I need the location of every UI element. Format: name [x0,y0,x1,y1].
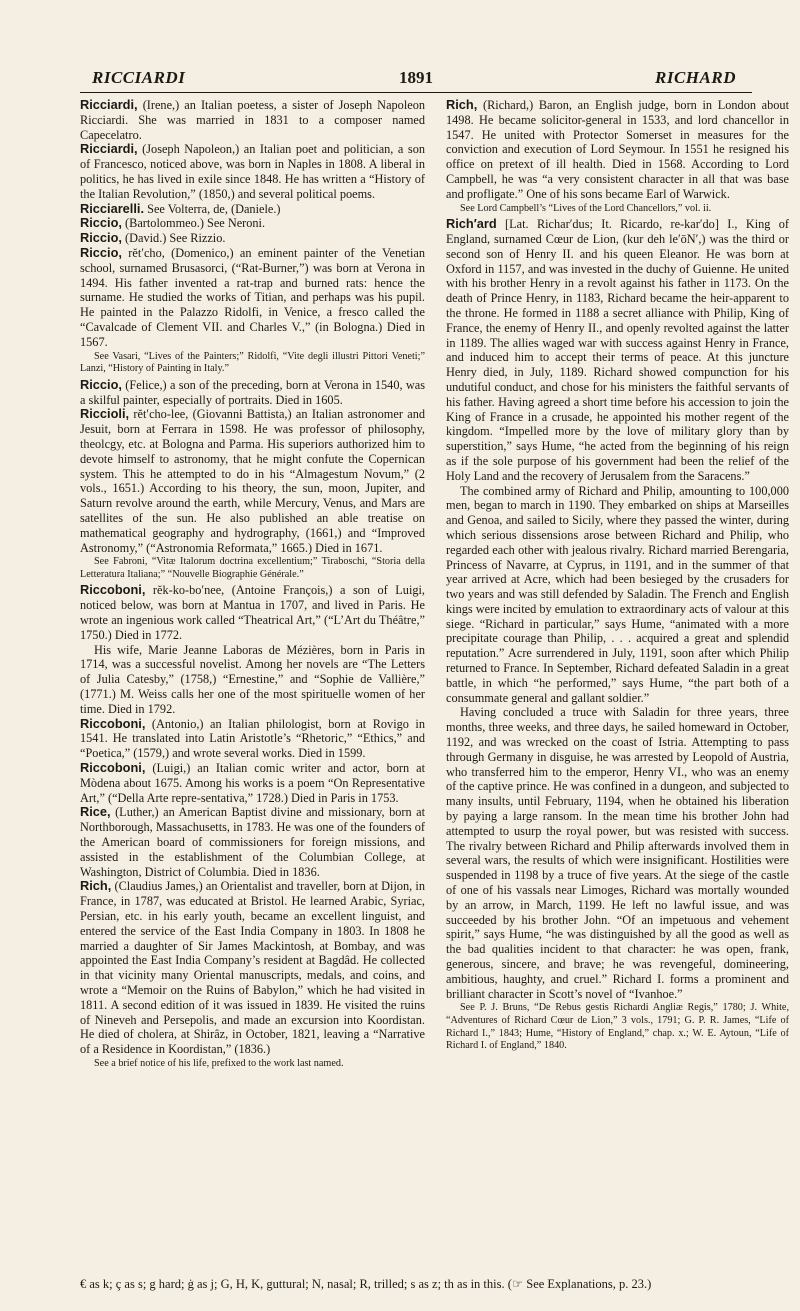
entry-headword: Riccio, [80,376,122,392]
dictionary-entry [80,202,425,217]
reference-note: See a brief notice of his life, prefixed to the work last named. [94,1057,344,1069]
entry-text: rĕt′cho, (Domenico,) an eminent painter of the Venetian school, surnamed Brusasorci, (“Rat-Burner,”) was born at Verona in 1494. His father invented a rat-trap and burned rats: hence the surname. He studied the works of Titian, and perhaps was his pupil. He painted in the Palazzo Ridolfi, in Venice, a fresco called the “Cavalcade of Clement VII. and Charles V.,” (in Bologna.) Died in 1567. [80,245,425,349]
dictionary-entry [80,583,425,642]
page-number: 1891 [399,68,433,87]
dictionary-entry [80,879,425,1057]
entry-text: (Claudius James,) an Orientalist and traveller, born at Dijon, in France, in 1787, was educated at Bristol. He learned Arabic, Syriac, Persian, etc. in his early youth, became an excellent linguist, and entered the service of the East India Company in 1803. In 1808 he married a daughter of Sir James Mackintosh, at Bombay, and was appointed the East India Company’s resident at Bagdâd. He collected in that vicinity many Oriental manuscripts, medals, and coins, and wrote a “Memoir on the Ruins of Babylon,” which he had visited in 1811. A second edition of it was issued in 1839. He visited the ruins of Nineveh and Persepolis, and made an excursion into Koordistan. He died of cholera, at Shirâz, in October, 1821, leaving a “Narrative of a Residence in Koordistan,” (1836.) [80,879,425,1057]
reference-note: See Fabroni, “Vitæ Italorum doctrina excellentium;” Tiraboschi, “Storia della Letteratura Italiana;” “Nouvelle Biographie Générale.” [80,556,425,580]
entry-headword: Rice, [80,804,111,820]
entry-headword: Riccoboni, [80,715,146,731]
entry-headword: Riccio, [80,244,122,260]
continuation-paragraph: His wife, Marie Jeanne Laboras de Mézières, born in Paris in 1714, was a successful novelist. Among her novels are “The Letters of Julia Catesby,” (1758,) “Ernestine,” and “Sophie de Vallière,” (1771.) M. Weiss calls her one of the most spirituelle women of her time. Died in 1792. [80,642,425,716]
entry-headword: Riccoboni, [80,760,146,776]
entry-text: (Joseph Napoleon,) an Italian poet and politician, a son of Francesco, noticed above, was born in Naples in 1808. A liberal in politics, he has lived in exile since 1848. He has written a “History of the Italian Revolution,” (1850,) and several political poems. [80,142,425,201]
entry-headword: Ricciarelli. [80,200,145,216]
entry-text: (Luther,) an American Baptist divine and missionary, born at Northborough, Massachusetts, in 1783. He was one of the founders of the American board of commissioners for foreign missions, and assisted in the establishment of the Columbian College, at Washington, District of Columbia. Died in 1836. [80,805,425,879]
entry-headword: Riccoboni, [80,582,146,598]
entry-headword: Rich, [446,98,478,112]
pronunciation-footer [80,1276,770,1292]
left-column [80,98,425,1270]
pronunciation-key: € as k; ç as s; g hard; ġ as j; G, H, K, guttural; N, nasal; R, trilled; s as z; th as in this. [80,1277,505,1291]
entry-text: rĕt′cho-lee, (Giovanni Battista,) an Italian astronomer and Jesuit, born at Ferrara in 1598. He was professor of philosophy, theolcgy, etc. at Bologna and Parma. His superiors authorized him to devote himself to astronomy, that he might confute the Copernican system. This he attempted to do in his “Almagestum Novum,” (2 vols., 1651.) According to his theory, the sun, moon, Jupiter, and Saturn revolve around the earth, while Mercury, Venus, and Mars are satellites of the sun. He also published an able treatise on mathematical geography and hydrography, (1661,) and “Improved Astronomy,” (“Astronomia Reformata,” 1665.) Died in 1671. [80,407,425,555]
dictionary-entry [80,717,425,761]
dictionary-entry [80,805,425,879]
continuation-paragraph: Having concluded a truce with Saladin for three years, three months, three weeks, and three days, he sailed homeward in October, 1192, and was wrecked on the coast of Istria. Attempting to pass through Germany in disguise, he was arrested by Leopold of Austria, who transferred him to the emperor, Henry VI., who was an enemy of the captive prince. He was confined in a dungeon, and subjected to many insults, until February, 1194, when he obtained his liberation by paying a large ransom. In the mean time his brother John had attempted to usurp the royal power, but was resisted with success. The rivalry between Richard and Philip afterwards involved them in several wars, the results of which were insignificant. Hostilities were suspended in 1198 by a truce of five years. At the siege of the castle of one of his vassals near Limoges, Richard was mortally wounded by an arrow, in March, 1199. He left no lawful issue, and was succeeded by his brother John. “Of an impetuous and vehement spirit,” says Hume, “he was distinguished by all the good as well as the bad qualities incident to that character: he was open, frank, generous, sincere, and brave; he was revengeful, domineering, ambitious, haughty, and cruel.” Richard I. forms a prominent and brilliant character in Scott’s novel of “Ivanhoe.” [446,705,789,1001]
dictionary-entry [80,407,425,555]
right-column [446,98,789,1270]
entry-text: (David.) See Rizzio. [121,231,226,246]
reference-note: See Lord Campbell’s “Lives of the Lord Chancellors,” vol. ii. [460,202,712,214]
dictionary-entry [80,216,425,231]
entry-headword: Ricciardi, [80,98,138,112]
entry-headword: Ricciardi, [80,141,138,157]
entry-headword: Riccioli, [80,406,130,422]
entry-text: (Richard,) Baron, an English judge, born in London about 1498. He became solicitor-general in 1533, and lord chancellor in 1547. He united with Protector Somerset in measures for the conviction and execution of Lord Seymour. In 1551 he resigned his office on pretext of ill health. Died in 1568. According to Lord Campbell, he was “a very consistent character in all that was base and profligate.” One of his sons became Earl of Warwick. [446,98,789,201]
entry-headword: Rich′ard [446,216,497,232]
dictionary-entry [446,217,789,483]
header-right-word: RICHARD [655,68,736,87]
entry-text: rĕk-ko-bo′nee, (Antoine François,) a son of Luigi, noticed below, was born at Mantua in 1707, and lived in Paris. He wrote an ingenious work called “Theatrical Art,” (“L’Art du Théâtre,” 1750.) Died in 1772. [80,583,425,642]
header-left-word: RICCIARDI [92,68,186,87]
reference-note: See P. J. Bruns, “De Rebus gestis Richardi Angliæ Regis,” 1780; J. White, “Adventures of Richard Cœur de Lion,” 3 vols., 1791; G. P. R. James, “Life of Richard I.,” 1843; Hume, “History of England,” chap. x.; W. E. Aytoun, “Life of Richard I. of England,” 1840. [446,1002,789,1052]
reference-note: See Vasari, “Lives of the Painters;” Ridolfi, “Vite degli illustri Pittori Veneti;” Lanzi, “History of Painting in Italy.” [80,350,425,375]
continuation-paragraph: The combined army of Richard and Philip, amounting to 100,000 men, began to march in 1190. They embarked on ships at Marseilles and Genoa, and sailed to Sicily, where they passed the winter, during which serious dissensions arose between Richard and Philip, who regarded each other with jealous rivalry. Richard married Berengaria, Princess of Navarre, at Cyprus, in 1191, and in the summer of that year arrived at Acre, which had been besieged by the crusaders for two years and was still defended by Saladin. The French and English kings were incited by emulation to extraordinary acts of valour at this siege. “Richard in particular,” says Hume, “animated with a more precipitate courage than Philip, . . . acquired a great and splendid reputation.” Acre surrendered in July, 1191, soon after which Philip returned to France. In September, Richard defeated Saladin in a great battle, in which “he performed,” says Hume, “the part both of a consummate general and gallant soldier.” [446,483,789,705]
entry-headword: Rich, [80,878,112,894]
dictionary-entry [80,761,425,805]
dictionary-entry [80,246,425,350]
running-header [80,68,752,93]
dictionary-entry [80,231,425,246]
dictionary-entry [446,98,789,202]
entry-text: (Irene,) an Italian poetess, a sister of Joseph Napoleon Ricciardi. She was married in 1831 to a composer named Capecelatro. [80,98,425,142]
dictionary-entry [80,378,425,408]
entry-text: [Lat. Richar′dus; It. Ricardo, re-kar′do] I., King of England, surnamed Cœur de Lion, (kur deh le′ōN′,) was the third or second son of Henry II. and his queen Eleanor. He was born at Oxford in 1157, and was invested in the duchy of Guienne. He united with his brother Henry in a revolt against his father in 1173. On the death of Prince Henry, in 1183, Richard became the heir-apparent to the throne. He formed in 1188 a secret alliance with Philip, King of France, the enemy of Henry II., and openly revolted against the latter in 1189. The allies waged war with success against Henry in France, and induced him to accept their terms of peace. At this juncture Henry died, in July, 1189. Richard showed compunction for his undutiful conduct, and chose for his ministers the faithful servants of his father. Having agreed a short time before his accession to join the King of France in a crusade, he appointed his mother regent of the kingdom. “Impelled more by the love of military glory than by superstition,” says Hume, “he acted from the beginning of his reign as if the sole purpose of his government had been the relief of the Holy Land and the recovery of Jerusalem from the Saracens.” [446,217,789,483]
entry-text: (Bartolommeo.) See Neroni. [121,216,266,231]
entry-headword: Riccio, [80,230,122,246]
pointing-hand-icon: ☞ [511,1277,524,1291]
footer-open-paren: ( [507,1277,512,1291]
entry-text: (Antonio,) an Italian philologist, born at Rovigo in 1541. He translated into Latin Aristotle’s “Rhetoric,” “Ethics,” and “Poetica,” (1579,) and wrote several works. Died in 1599. [80,716,425,761]
dictionary-entry [80,142,425,201]
entry-text: See Volterra, de, (Daniele.) [144,201,281,216]
entry-headword: Riccio, [80,215,122,231]
entry-text: (Felice,) a son of the preceding, born at Verona in 1540, was a skilful painter, especially of portraits. Died in 1605. [80,377,425,407]
entry-text: (Luigi,) an Italian comic writer and actor, born at Mòdena about 1675. Among his works is a poem “On Representative Art,” (“Della Arte repre-sentativa,” 1728.) Died in Paris in 1753. [80,761,425,805]
dictionary-entry [80,98,425,142]
explanations-reference[interactable]: See Explanations, p. 23.) [526,1277,652,1291]
